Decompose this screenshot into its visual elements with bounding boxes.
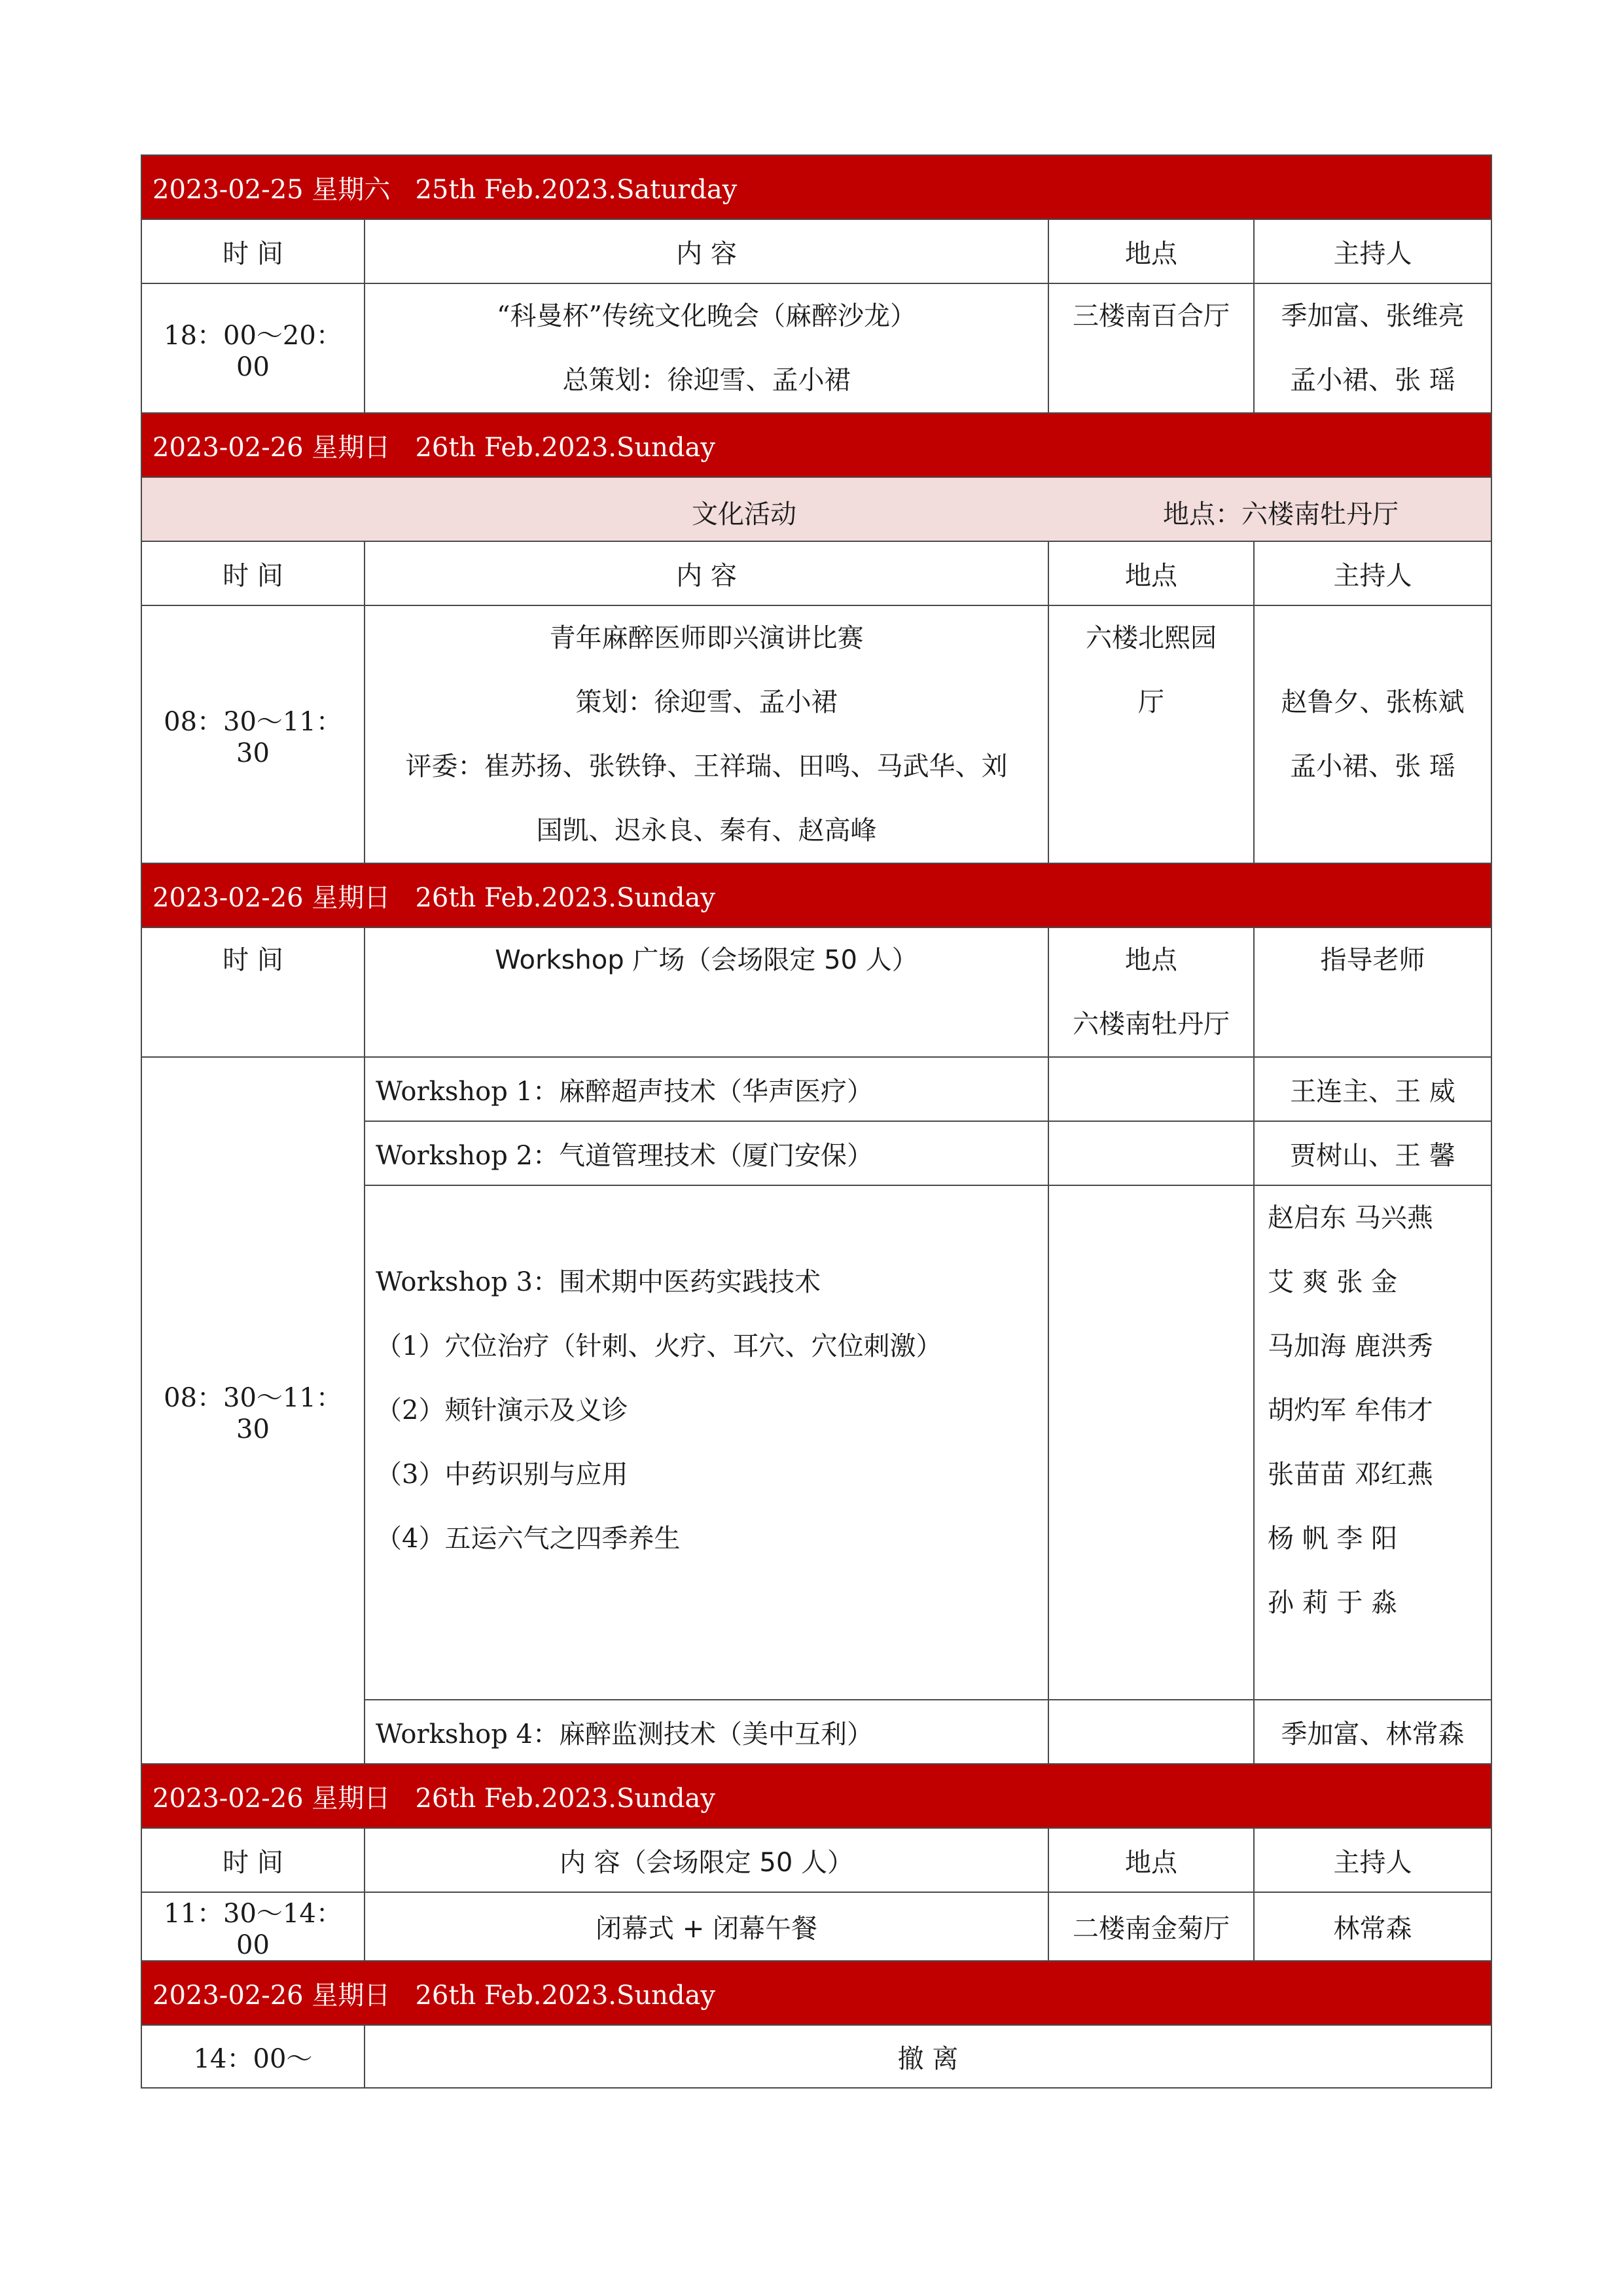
activity-location: 地点：六楼南牡丹厅 xyxy=(1163,499,1399,529)
content-line: 策划：徐迎雪、孟小裙 xyxy=(575,687,838,717)
host-line: 马加海 鹿洪秀 xyxy=(1268,1331,1433,1361)
location-cell xyxy=(1048,1185,1254,1700)
date-bar xyxy=(141,863,1491,927)
table-row xyxy=(141,2025,1491,2088)
activity-band xyxy=(141,477,1491,541)
header-location: 地点 xyxy=(1048,1828,1254,1892)
host-line: 赵启东 马兴燕 xyxy=(1268,1203,1433,1233)
host-line: 孟小裙、张 瑶 xyxy=(1290,365,1455,395)
workshop-item: （2）颊针演示及义诊 xyxy=(376,1395,628,1426)
host-line: 胡灼军 牟伟才 xyxy=(1268,1395,1433,1426)
host-cell: 季加富、林常森 xyxy=(1254,1700,1491,1764)
time-cell: 08：30～11：30 xyxy=(141,1057,365,1764)
date-bar xyxy=(141,155,1491,219)
header-time: 时 间 xyxy=(141,219,365,283)
header-time: 时 间 xyxy=(223,945,283,975)
time-cell: 14：00～ xyxy=(141,2025,365,2088)
header-row xyxy=(141,541,1491,605)
host-line: 艾 爽 张 金 xyxy=(1268,1267,1398,1297)
time-cell: 08：30～11：30 xyxy=(141,605,365,863)
date-bar xyxy=(141,413,1491,477)
location-line: 厅 xyxy=(1138,687,1164,717)
host-line: 张苗苗 邓红燕 xyxy=(1268,1460,1433,1490)
header-time: 时 间 xyxy=(141,1828,365,1892)
location-cell xyxy=(1048,605,1254,863)
header-host: 主持人 xyxy=(1254,219,1491,283)
location-cell xyxy=(1048,1121,1254,1185)
table-row xyxy=(141,605,1491,863)
location-cell xyxy=(1048,1700,1254,1764)
workshop-item: （4）五运六气之四季养生 xyxy=(376,1524,681,1554)
host-line: 孟小裙、张 瑶 xyxy=(1290,751,1455,781)
content-line: 国凯、迟永良、秦有、赵高峰 xyxy=(536,816,877,846)
table-row xyxy=(141,1892,1491,1961)
host-cell xyxy=(1254,605,1491,863)
header-host: 主持人 xyxy=(1254,541,1491,605)
workshop-item: （3）中药识别与应用 xyxy=(376,1460,628,1490)
content-line: “科曼杯”传统文化晚会（麻醉沙龙） xyxy=(497,301,916,331)
workshop-content xyxy=(365,1185,1048,1700)
location-cell xyxy=(1048,1057,1254,1121)
date-bar xyxy=(141,1764,1491,1828)
host-line: 孙 莉 于 淼 xyxy=(1268,1588,1398,1618)
workshop-item: （1）穴位治疗（针刺、火疗、耳穴、穴位刺激） xyxy=(376,1331,942,1361)
host-cell: 贾树山、王 馨 xyxy=(1254,1121,1491,1185)
host-cell xyxy=(1254,283,1491,413)
activity-title: 文化活动 xyxy=(692,499,796,529)
header-row xyxy=(141,927,1491,1057)
workshop-title: Workshop 3：围术期中医药实践技术 xyxy=(376,1267,821,1297)
table-row xyxy=(141,283,1491,413)
workshop-title: Workshop 1：麻醉超声技术（华声医疗） xyxy=(365,1057,1048,1121)
header-row xyxy=(141,1828,1491,1892)
header-location: 地点 xyxy=(1125,945,1177,975)
location-line: 六楼北熙园 xyxy=(1086,623,1217,653)
content-line: 总策划：徐迎雪、孟小裙 xyxy=(562,365,851,395)
host-line: 季加富、张维亮 xyxy=(1281,301,1465,331)
location-line: 三楼南百合厅 xyxy=(1073,301,1230,331)
header-host: 指导老师 xyxy=(1320,945,1425,975)
location-cell xyxy=(1048,283,1254,413)
date-bar xyxy=(141,1961,1491,2025)
header-content: Workshop 广场（会场限定 50 人） xyxy=(495,945,918,975)
workshop-title: Workshop 4：麻醉监测技术（美中互利） xyxy=(365,1700,1048,1764)
content-cell xyxy=(365,283,1048,413)
host-line: 赵鲁夕、张栋斌 xyxy=(1281,687,1465,717)
time-cell: 11：30～14：00 xyxy=(141,1892,365,1961)
header-location: 地点 xyxy=(1048,541,1254,605)
header-time: 时 间 xyxy=(141,541,365,605)
header-host: 主持人 xyxy=(1254,1828,1491,1892)
host-line: 杨 帆 李 阳 xyxy=(1268,1524,1398,1554)
host-cell: 王连主、王 威 xyxy=(1254,1057,1491,1121)
host-cell xyxy=(1254,1185,1491,1700)
header-row xyxy=(141,219,1491,283)
content-cell: 闭幕式 + 闭幕午餐 xyxy=(365,1892,1048,1961)
content-line: 评委：崔苏扬、张铁铮、王祥瑞、田鸣、马武华、刘 xyxy=(405,751,1008,781)
host-cell: 林常森 xyxy=(1254,1892,1491,1961)
content-line: 青年麻醉医师即兴演讲比赛 xyxy=(549,623,864,653)
date-bar-text: 2023-02-26 星期日 26th Feb.2023.Sunday xyxy=(141,1764,1491,1828)
time-cell: 18：00～20：00 xyxy=(141,283,365,413)
table-row xyxy=(141,1057,1491,1121)
schedule-table xyxy=(141,154,1492,2089)
header-content: 内 容 xyxy=(365,219,1048,283)
header-location: 地点 xyxy=(1048,219,1254,283)
date-bar-text: 2023-02-26 星期日 26th Feb.2023.Sunday xyxy=(141,1961,1491,2025)
content-cell xyxy=(365,605,1048,863)
header-content: 内 容（会场限定 50 人） xyxy=(365,1828,1048,1892)
header-content: 内 容 xyxy=(365,541,1048,605)
date-bar-text: 2023-02-25 星期六 25th Feb.2023.Saturday xyxy=(141,155,1491,219)
content-cell: 撤 离 xyxy=(365,2025,1491,2088)
date-bar-text: 2023-02-26 星期日 26th Feb.2023.Sunday xyxy=(141,863,1491,927)
date-bar-text: 2023-02-26 星期日 26th Feb.2023.Sunday xyxy=(141,413,1491,477)
header-location-venue: 六楼南牡丹厅 xyxy=(1073,1009,1230,1039)
location-cell: 二楼南金菊厅 xyxy=(1048,1892,1254,1961)
workshop-title: Workshop 2：气道管理技术（厦门安保） xyxy=(365,1121,1048,1185)
